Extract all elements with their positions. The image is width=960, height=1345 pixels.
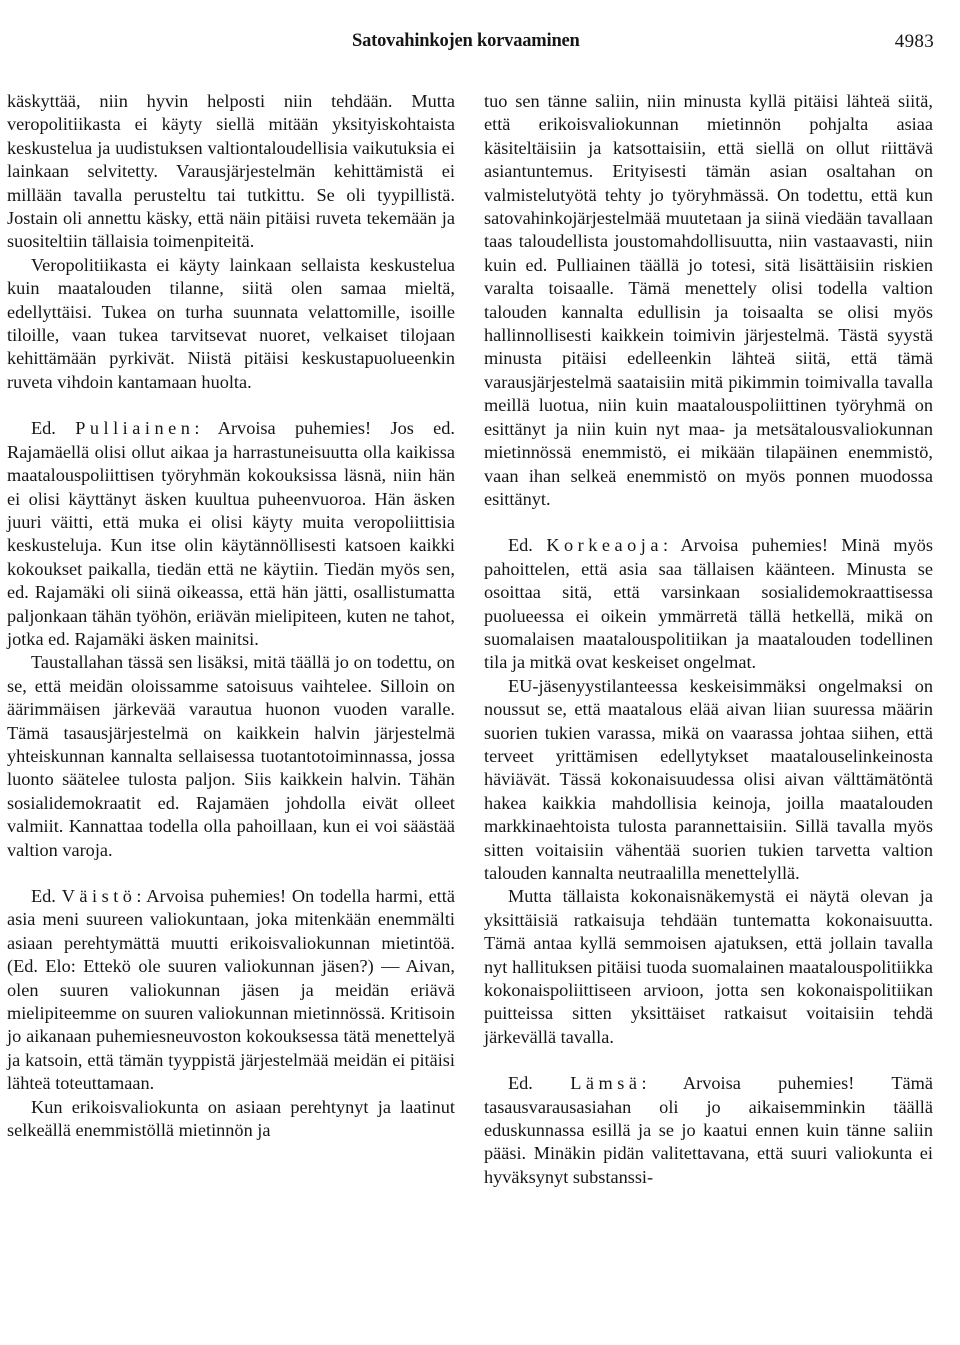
speaker-title: Ed. [508, 1073, 571, 1094]
paragraph: EU-jäsenyystilanteessa keskeisimmäksi ongelmaksi on noussut se, että maatalous elää aivan liian suuressa määrin suorien tukien varassa, mikä on vaarassa johtaa siihen, että terveet yrittämisen edellytykset maatalouselinkeinosta häviävät. Tässä kokonaisuudessa olisi aivan välttämätöntä hakea kaikkia mahdollisia keinoja, joilla maatalouden markkinaehtoista tulosta parannettaisiin. Sillä tavalla myös sitten voitaisiin vähentää suorien tukien tarvetta valtion talouden kannalta neutraalilla menettelyllä. [484, 675, 933, 883]
right-column [484, 90, 933, 1189]
page-number: 4983 [894, 31, 934, 52]
speaker-name: Lämsä [570, 1073, 642, 1094]
speaker-title: Ed. [31, 418, 76, 439]
speech-text: : Arvoisa puhemies! Tämä tasausvarausasiahan oli jo aikaisemminkin täällä eduskunnassa esillä ja se jo kaatui ennen kuin tänne saliin pääsi. Minäkin pidän valitettavana, että suuri valiokunta ei hyväksynyt substanssi- [484, 1073, 933, 1187]
speech-text: : Arvoisa puhemies! Minä myös pahoittelen, että asia saa tällaisen käänteen. Minusta se osoittaa sitä, että varsinkaan sosialidemokraattisessa puolueessa ei oikein ymmärretä tällä hetkellä, mikä on suomalaisen maatalouspolitiikan ja maatalouden todellinen tila ja mitkä ovat keskeiset ongelmat. [484, 535, 933, 673]
paragraph: Mutta tällaista kokonaisnäkemystä ei näytä olevan ja yksittäisiä ratkaisuja tehdään tuntematta kokonaisuutta. Tämä antaa kyllä semmoisen ajatuksen, että jollain tavalla nyt hallituksen pitäisi tuoda suomalainen maatalouspolitiikka kokonaispoliittiseen arvioon, jotta sen kokonaispolitiikan puitteissa sitten yksittäiset ratkaisut voitaisiin tehdä järkevällä tavalla. [484, 886, 933, 1047]
speaker-title: Ed. [508, 535, 547, 556]
running-title: Satovahinkojen korvaaminen [352, 31, 580, 51]
speech-text: : Arvoisa puhemies! On todella harmi, että asia meni suureen valiokuntaan, joka mitenkään enemmälti asiaan perehtymättä muutti erikoisvaliokunnan mietintöä. (Ed. Elo: Ettekö ole suuren valiokunnan jäsen?) — Aivan, olen suuren valiokunnan jäsen ja meidän eriävä mielipiteemme on suuren valiokunnan mietinnössä. Kritisoin jo aikanaan puhemiesneuvoston kokouksessa tätä menettelyä ja katsoin, että tämän tyyppistä järjestelmää meidän ei pitäisi lähteä toteuttamaan. [7, 886, 455, 1094]
speaker-name: Pulliainen [75, 418, 195, 439]
speech-text: : Arvoisa puhemies! Jos ed. Rajamäellä olisi ollut aikaa ja harrastuneisuutta olla kaikissa maatalouspoliittisen työryhmän kokouksissa läsnä, niin hän ei olisi käyttänyt äsken kuultua puheenvuoroa. Hän äsken juuri väitti, että muka ei olisi käyty muita veropoliittisia keskusteluja. Kun itse olin käytännöllisesti katsoen kaikki kokoukset paikalla, tiedän että ne käytiin. Tiedän myös sen, ed. Rajamäki oli siinä oikeassa, että hän jätti, osallistumatta paljonkaan tähän työhön, eriävän mielipiteen, kuten ne tahot, jotka ed. Rajamäki äsken mainitsi. [7, 418, 455, 649]
speech-paragraph [7, 885, 455, 1096]
left-column [7, 90, 455, 1142]
paragraph: Kun erikoisvaliokunta on asiaan perehtynyt ja laatinut selkeällä enemmistöllä mietinnön ja [7, 1096, 455, 1141]
paragraph: Taustallahan tässä sen lisäksi, mitä täällä jo on todettu, on se, että meidän oloissamme satoisuus vaihtelee. Silloin on äärimmäisen järkevää varautua huonon vuoden varalle. Tämä tasausjärjestelmä on kaikkein halvin järjestelmä yhteiskunnan kannalta sellaisessa tuotantotoiminnassa, jossa luonto säätelee tulosta paljon. Siis kaikkein halvin. Tähän sosialidemokraatit ed. Rajamäen johdolla eivät olleet valmiit. Kannattaa todella olla pahoillaan, kun ei voi säästää valtion varoja. [7, 652, 455, 860]
speech-paragraph [484, 1072, 933, 1189]
speaker-title: Ed. [31, 886, 62, 906]
paragraph: tuo sen tänne saliin, niin minusta kyllä pitäisi lähteä siitä, että erikoisvaliokunnan mietinnön pohjalta asiaa käsiteltäisiin ja katsottaisiin, että siellä on ollut riittävä asiantuntemus. Erityisesti tämän asian osaltahan on valmistelutyötä tehty jo työryhmässä. On todettu, että kun satovahinkojärjestelmää muutetaan ja siinä viedään tavallaan taas taloudellista joustomahdollisuutta, niin vastaavasti, niin kuin ed. Pulliainen täällä jo totesi, sitä lisättäisiin riskien varalta toisaalle. Tämä menettely olisi todella valtion talouden kannalta edullisin ja toisaalta se olisi myös hallinnollisesti kaikkein toimivin järjestelmä. Tästä syystä minusta pitäisi edelleenkin lähteä siitä, että tämä varausjärjestelmä saataisiin mitä pikimmin toimivalla tavalla meillä luotua, niin kuin maatalouspoliittinen työryhmä on esittänyt ja niin kuin nyt maa- ja metsätalousvaliokunnan mietinnössä enemmistö, ei mikään tilapäinen enemmistö, vaan ihan selkeä enemmistö on myös ponnen muodossa esittänyt. [484, 91, 933, 509]
speech-paragraph [484, 534, 933, 674]
page-header [0, 31, 960, 59]
paragraph: Veropolitiikasta ei käyty lainkaan sellaista keskustelua kuin maatalouden tilanne, siitä olen samaa mieltä, edellyttäisi. Tukea on turha suunnata velattomille, isoille tiloille, vaan tukea tarvitsevat nuoret, velkaiset tilojaan kehittämään pyrkivät. Niistä pitäisi keskustapuolueenkin ruveta vihdoin kantamaan huolta. [7, 254, 455, 392]
speech-paragraph [7, 417, 455, 651]
paragraph: käskyttää, niin hyvin helposti niin tehdään. Mutta veropolitiikasta ei käyty siellä mitään yksityiskohtaista keskustelua ja uudistuksen valtiontaloudellisia vaikutuksia ei lainkaan selvitetty. Varausjärjestelmän kehittämistä ei millään tavalla perusteltu tai tutkittu. Se oli tyypillistä. Jostain oli annettu käsky, että näin pitäisi ruveta tekemään ja suositeltiin tällaisia toimenpiteitä. [7, 91, 455, 252]
speaker-name: Väistö [61, 886, 137, 906]
speaker-name: Korkeaoja [546, 535, 663, 556]
